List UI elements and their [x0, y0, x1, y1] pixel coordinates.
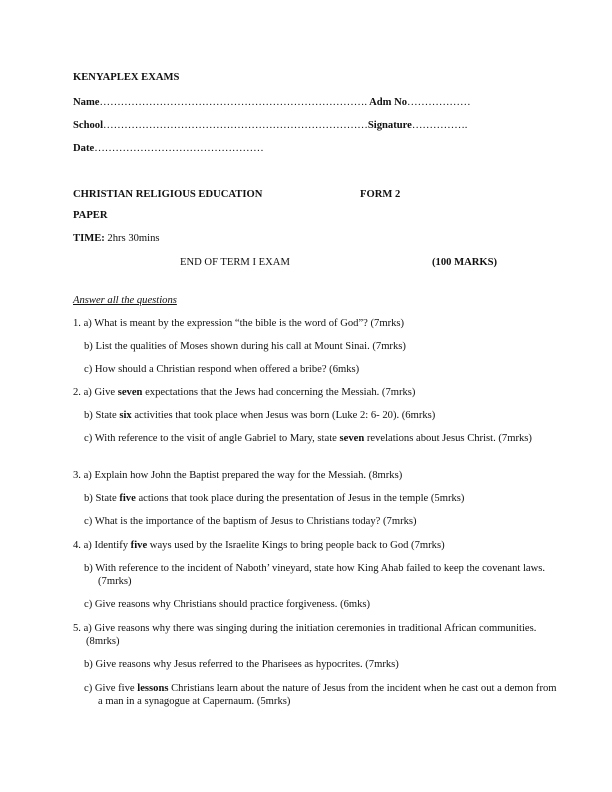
- question-text: actions that took place during the presentation of Jesus in the temple (5mrks): [135, 493, 465, 504]
- date-field[interactable]: [73, 142, 264, 155]
- question-label: 2. a): [73, 387, 95, 398]
- question-text: State: [95, 493, 120, 504]
- instructions: Answer all the questions: [73, 295, 177, 306]
- name-field[interactable]: [73, 96, 471, 109]
- question-item: [84, 658, 558, 671]
- question-label: 4. a): [73, 540, 95, 551]
- question-text: Give reasons why Christians should practice forgiveness. (6mks): [94, 599, 371, 610]
- question-text: Identify: [94, 540, 131, 551]
- question-text: What is meant by the expression “the bible is the word of God”? (7mrks): [94, 318, 405, 329]
- name-label: Name: [73, 97, 100, 108]
- question-item: [84, 492, 558, 505]
- question-item: [84, 363, 558, 376]
- question-text: Give reasons why there was singing during the initiation ceremonies in traditional African communities. (8mrks): [86, 623, 537, 647]
- question-item: [84, 340, 558, 353]
- question-label: 1. a): [73, 318, 95, 329]
- question-text: What is the importance of the baptism of Jesus to Christians today? (7mrks): [94, 516, 417, 527]
- school-field[interactable]: [73, 119, 467, 132]
- question-emphasis: seven: [339, 433, 365, 444]
- question-text: With reference to the visit of angle Gabriel to Mary, state: [94, 433, 340, 444]
- question-label: b): [84, 410, 96, 421]
- total-marks: (100 MARKS): [432, 257, 498, 268]
- question-text: Explain how John the Baptist prepared the way for the Messiah. (8mrks): [94, 470, 403, 481]
- question-text: Give: [94, 387, 118, 398]
- question-item: [84, 682, 558, 708]
- question-label: c): [84, 516, 95, 527]
- question-emphasis: six: [119, 410, 132, 421]
- question-text: State: [95, 410, 120, 421]
- adm-dots: ………………: [407, 97, 471, 108]
- question-item: [73, 539, 556, 552]
- question-item: [73, 386, 556, 399]
- question-emphasis: seven: [117, 387, 143, 398]
- paper-label: PAPER: [73, 210, 108, 221]
- question-emphasis: five: [130, 540, 148, 551]
- question-text: Give five: [94, 683, 138, 694]
- school-dots: …………………………………………………………………: [103, 120, 368, 131]
- adm-label: Adm No: [369, 97, 408, 108]
- question-text: expectations that the Jews had concerning the Messiah. (7mrks): [142, 387, 416, 398]
- question-item: [84, 598, 558, 611]
- time-line: [73, 232, 160, 245]
- question-item: [84, 515, 558, 528]
- question-item: [73, 469, 556, 482]
- date-label: Date: [73, 143, 95, 154]
- question-label: b): [84, 493, 96, 504]
- question-text: Christians learn about the nature of Jesus from the incident when he cast out a demon from a man in a synagogue at Capernaum. (5mrks): [98, 683, 557, 707]
- question-item: [73, 622, 556, 648]
- question-label: b): [84, 659, 96, 670]
- exam-title: END OF TERM I EXAM: [180, 257, 290, 268]
- question-text: ways used by the Israelite Kings to bring people back to God (7mrks): [147, 540, 445, 551]
- signature-dots: …………….: [411, 120, 468, 131]
- question-item: [73, 317, 556, 330]
- question-label: b): [84, 563, 96, 574]
- question-text: With reference to the incident of Naboth’ vineyard, state how King Ahab failed to keep the covenant laws. (7mrks): [95, 563, 546, 587]
- question-text: List the qualities of Moses shown during his call at Mount Sinai. (7mrks): [95, 341, 406, 352]
- question-label: c): [84, 433, 95, 444]
- question-label: 5. a): [73, 623, 95, 634]
- time-label: TIME:: [73, 233, 105, 244]
- time-value: 2hrs 30mins: [104, 233, 160, 244]
- subject-title: CHRISTIAN RELIGIOUS EDUCATION: [73, 189, 263, 200]
- question-text: activities that took place when Jesus was born (Luke 2: 6- 20). (6mrks): [131, 410, 436, 421]
- signature-label: Signature: [367, 120, 412, 131]
- school-label: School: [73, 120, 104, 131]
- question-emphasis: five: [119, 493, 136, 504]
- question-label: c): [84, 599, 95, 610]
- question-label: b): [84, 341, 96, 352]
- question-label: c): [84, 683, 95, 694]
- question-text: revelations about Jesus Christ. (7mrks): [364, 433, 532, 444]
- question-item: [84, 409, 558, 422]
- name-dots: ………………………………………………………………….: [99, 97, 367, 108]
- form-level: FORM 2: [360, 189, 401, 200]
- question-item: [84, 562, 558, 588]
- date-dots: …………………………………………: [94, 143, 264, 154]
- question-item: [84, 432, 558, 445]
- question-emphasis: lessons: [137, 683, 169, 694]
- question-label: c): [84, 364, 95, 375]
- question-text: Give reasons why Jesus referred to the Pharisees as hypocrites. (7mrks): [95, 659, 399, 670]
- org-name: KENYAPLEX EXAMS: [73, 72, 180, 83]
- question-text: How should a Christian respond when offered a bribe? (6mks): [94, 364, 360, 375]
- question-label: 3. a): [73, 470, 95, 481]
